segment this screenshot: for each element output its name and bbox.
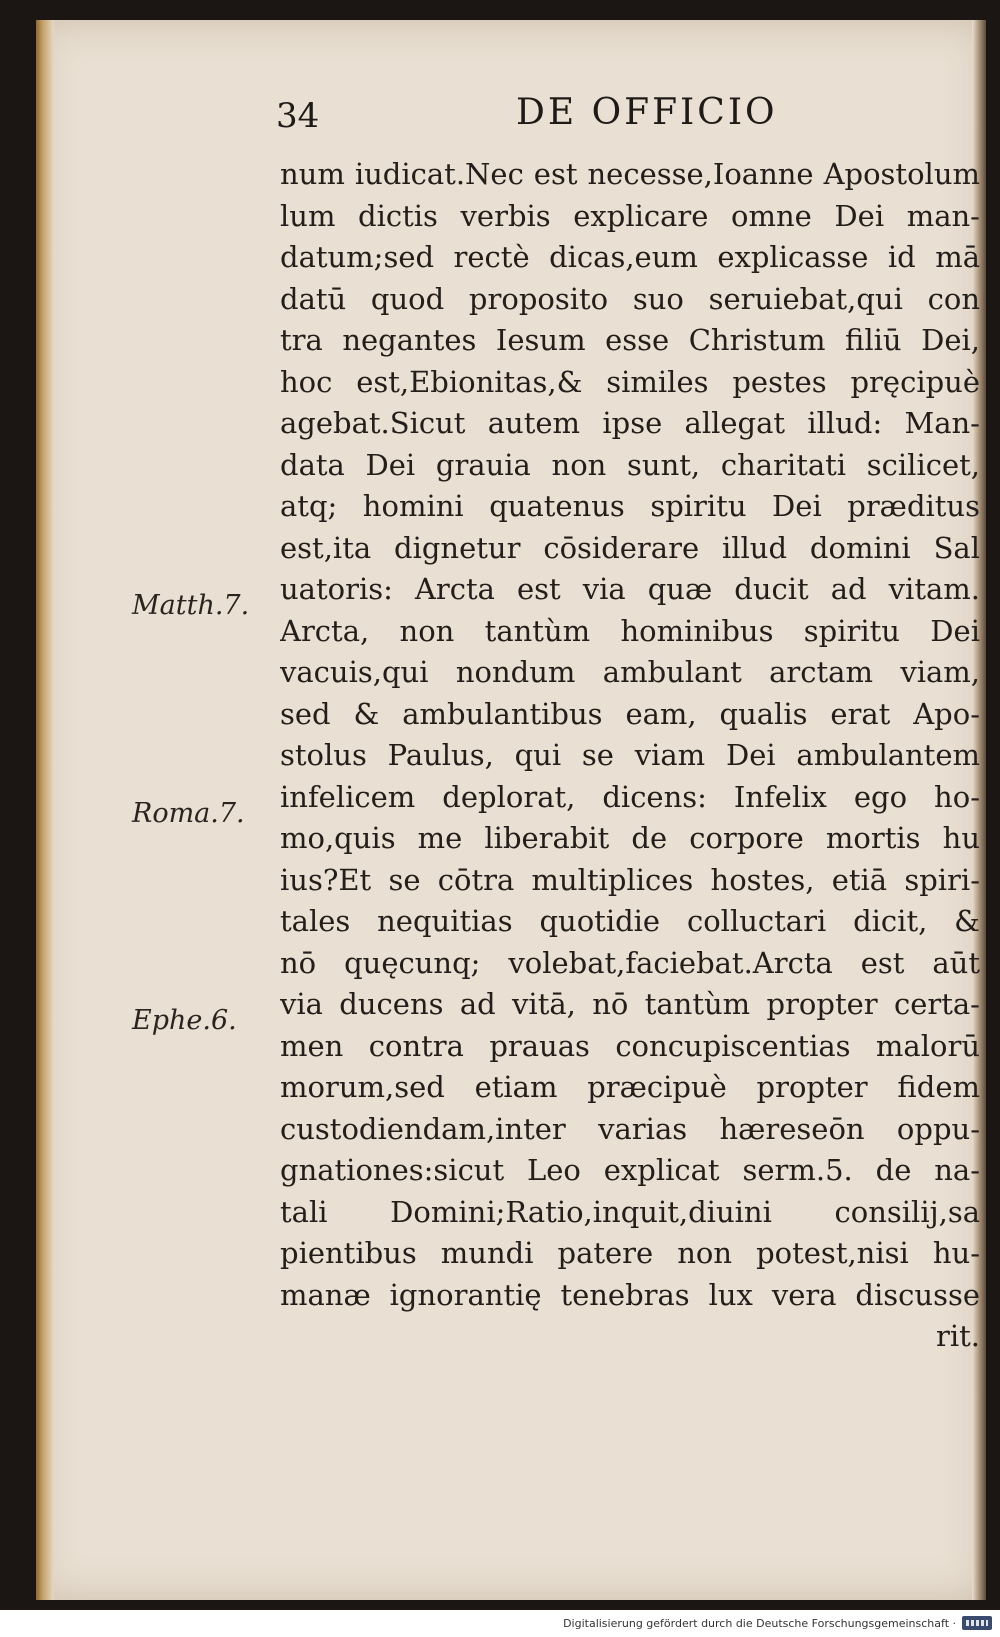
text-line: nō quęcunq; volebat,faciebat.Arcta est aūt xyxy=(280,945,980,980)
book-page xyxy=(36,20,986,1600)
text-line: pientibus mundi patere non potest,nisi hu- xyxy=(280,1236,980,1270)
running-head: DE OFFICIO xyxy=(516,92,778,133)
page-number: 34 xyxy=(276,96,320,136)
text-line: data Dei grauia non sunt, charitati scilicet, xyxy=(280,447,980,482)
text-line: tra negantes Iesum esse Christum filiū Dei, xyxy=(280,323,980,357)
digitization-footer xyxy=(0,1610,1000,1637)
text-line: sed & ambulantibus eam, qualis erat Apo- xyxy=(280,696,980,731)
text-line: tali Domini;Ratio,inquit,diuini consilij,sa xyxy=(280,1194,980,1229)
text-line: via ducens ad vitā, nō tantùm propter certa- xyxy=(280,987,980,1021)
text-line: atq; homini quatenus spiritu Dei præditus xyxy=(280,489,980,523)
text-line: datum;sed rectè dicas,eum explicasse id mā xyxy=(280,240,980,274)
text-line: lum dictis verbis explicare omne Dei man- xyxy=(280,198,980,233)
text-line: num iudicat.Nec est necesse,Ioanne Apostolum xyxy=(280,157,980,191)
margin-note-roma: Roma.7. xyxy=(132,798,245,829)
text-line: est,ita dignetur cōsiderare illud domini Sal xyxy=(280,530,980,565)
margin-note-matth: Matth.7. xyxy=(132,590,250,621)
dfg-logo-icon xyxy=(962,1616,992,1630)
text-line: Arcta, non tantùm hominibus spiritu Dei xyxy=(280,613,980,648)
page-header xyxy=(36,90,986,150)
body-text xyxy=(280,154,980,1358)
text-line: ius?Et se cōtra multiplices hostes, etiā spiri- xyxy=(280,862,980,897)
funding-credit: Digitalisierung gefördert durch die Deutsche Forschungsgemeinschaft · xyxy=(563,1617,956,1630)
text-line: infelicem deplorat, dicens: Infelix ego ho- xyxy=(280,779,980,814)
text-line: gnationes:sicut Leo explicat serm.5. de na- xyxy=(280,1153,980,1187)
text-line: datū quod proposito suo seruiebat,qui con xyxy=(280,281,980,316)
text-line-catchword: rit. xyxy=(935,1319,980,1353)
text-line: tales nequitias quotidie colluctari dicit, & xyxy=(280,904,980,938)
text-line: custodiendam,inter varias hæreseōn oppu- xyxy=(280,1111,980,1146)
text-line: uatoris: Arcta est via quæ ducit ad vitam. xyxy=(280,572,980,606)
text-line: mo,quis me liberabit de corpore mortis hu xyxy=(280,821,980,855)
text-line: hoc est,Ebionitas,& similes pestes pręcipuè xyxy=(280,364,980,399)
page-gutter-shadow xyxy=(36,20,54,1600)
text-line: stolus Paulus, qui se viam Dei ambulantem xyxy=(280,738,980,772)
margin-note-ephe: Ephe.6. xyxy=(132,1005,237,1036)
text-line: morum,sed etiam præcipuè propter fidem xyxy=(280,1070,980,1104)
text-line: manæ ignorantię tenebras lux vera discusse xyxy=(280,1277,980,1312)
text-line: agebat.Sicut autem ipse allegat illud: Man- xyxy=(280,406,980,440)
text-line: men contra prauas concupiscentias malorū xyxy=(280,1028,980,1063)
text-line: vacuis,qui nondum ambulant arctam viam, xyxy=(280,655,980,689)
